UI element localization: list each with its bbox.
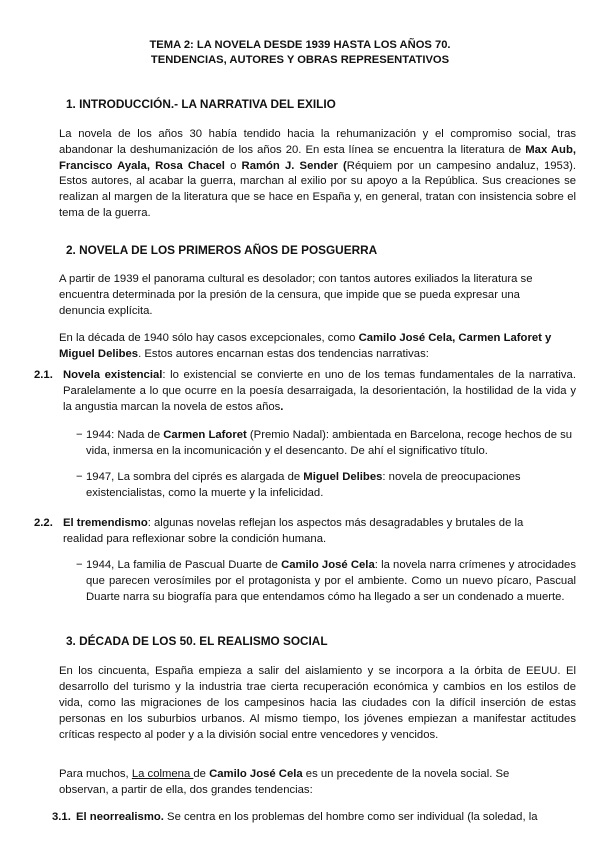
- section-1-heading: 1. INTRODUCCIÓN.- LA NARRATIVA DEL EXILIO: [66, 97, 336, 111]
- bullet-dash: −: [76, 471, 83, 483]
- subsection-2-1-text: Novela existencial: lo existencial se convierte en uno de los temas fundamentales de la narrativa. Paralelamente a lo que ocurre en la poesía desarraigada, la desorientación, la hostilidad de la vida y la angustia marcan la novela de estos años.: [63, 369, 576, 413]
- document-title-line2: TENDENCIAS, AUTORES Y OBRAS REPRESENTATIVOS: [150, 54, 450, 66]
- section-3-heading: 3. DÉCADA DE LOS 50. EL REALISMO SOCIAL: [66, 634, 328, 648]
- bullet-dash: −: [76, 559, 83, 571]
- section-3-paragraph-1: En los cincuenta, España empieza a salir del aislamiento y se incorpora a la órbita de EEUU. El desarrollo del turismo y la industria trae cierta recuperación económica y cambios en los estilos de vida, como las migraciones de los campesinos hacia las ciudades con la difícil inserción de estas personas en los suburbios urbanos. Al mismo tiempo, los jóvenes empiezan a manifestar actitudes críticas respecto al poder y a la división social entre vencedores y vencidos.: [59, 665, 576, 741]
- section-3-paragraph-2: Para muchos, La colmena de Camilo José Cela es un precedente de la novela social. Se observan, a partir de ella, dos grandes tendencias:: [59, 768, 510, 796]
- subsection-2-1-number: 2.1.: [34, 369, 53, 381]
- subsection-3-1-number: 3.1.: [52, 811, 71, 823]
- section-2-paragraph-2: En la década de 1940 sólo hay casos excepcionales, como Camilo José Cela, Carmen Laforet y Miguel Delibes. Estos autores encarnan estas dos tendencias narrativas:: [59, 332, 552, 360]
- document-title-line1: TEMA 2: LA NOVELA DESDE 1939 HASTA LOS AÑOS 70.: [149, 39, 451, 51]
- bullet-sombra-delibes: 1947, La sombra del ciprés es alargada de Miguel Delibes: novela de preocupaciones existencialistas, como la muerte y la infelicidad.: [86, 471, 521, 499]
- subsection-2-2-number: 2.2.: [34, 517, 53, 529]
- section-1-paragraph: La novela de los años 30 había tendido hacia la rehumanización y el compromiso social, tras abandonar la deshumanización de los años 20. En esta línea se encuentra la literatura de Max Aub, Francisco Ayala, Rosa Chacel o Ramón J. Sender (Réquiem por un campesino andaluz, 1953). Estos autores, al acabar la guerra, marchan al exilio por su apoyo a la República. Sus creaciones se realizan al margen de la literatura que se hace en España y, en general, tratan con insistencia sobre el tema de la guerra.: [59, 128, 577, 219]
- section-2-heading: 2. NOVELA DE LOS PRIMEROS AÑOS DE POSGUERRA: [66, 243, 378, 257]
- bullet-dash: −: [76, 429, 83, 441]
- subsection-2-2-text: El tremendismo: algunas novelas reflejan los aspectos más desagradables y brutales de la realidad para reflexionar sobre la condición humana.: [63, 517, 524, 545]
- section-2-paragraph-1: A partir de 1939 el panorama cultural es desolador; con tantos autores exiliados la literatura se encuentra determinada por la presión de la censura, que impide que se pueda expresar una denuncia explícita.: [59, 273, 533, 317]
- bullet-pascual-duarte: 1944, La familia de Pascual Duarte de Camilo José Cela: la novela narra crímenes y atrocidades que parecen verosímiles por el protagonista y por el ambiente. Como un nuevo pícaro, Pascual Duarte narra su biografía para que entendamos cómo ha llegado a ser un condenado a muerte.: [86, 559, 576, 603]
- subsection-3-1-text: El neorrealismo. Se centra en los problemas del hombre como ser individual (la soledad, la: [76, 811, 538, 823]
- bullet-nada-laforet: 1944: Nada de Carmen Laforet (Premio Nadal): ambientada en Barcelona, recoge hechos de su vida, inmersa en la incomunicación y el desencanto. De ahí el significativo título.: [86, 429, 573, 457]
